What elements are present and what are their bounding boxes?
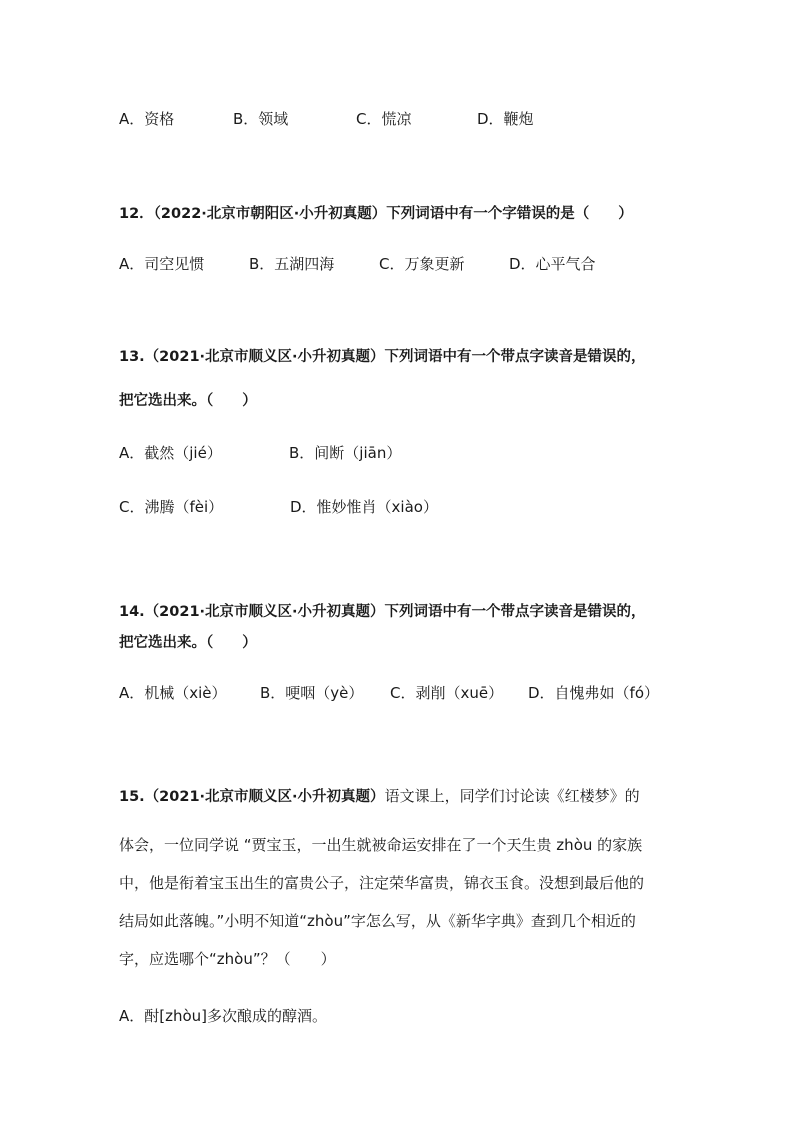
q15-stem-line3: 中，他是衔着宝玉出生的富贵公子，注定荣华富贵，锦衣玉食。没想到最后他的 — [119, 874, 645, 892]
q15-stem-line5: 字，应选哪个“zhòu”？（ ） — [119, 950, 336, 968]
q15-stem-line1-text: 语文课上，同学们讨论读《红楼梦》的 — [384, 787, 640, 805]
q14-option-d[interactable]: D．自愧弗如（fó） — [528, 684, 660, 702]
q15-option-a[interactable]: A．酎[zhòu]多次酿成的醇酒。 — [119, 1007, 328, 1025]
q14-option-c[interactable]: C．剥削（xuē） — [390, 684, 504, 702]
q13-option-b[interactable]: B．间断（jiān） — [289, 444, 402, 462]
q15-stem-line2: 体会，一位同学说 “贾宝玉，一出生就被命运安排在了一个天生贵 zhòu 的家族 — [119, 836, 643, 854]
q12-option-a[interactable]: A．司空见惯 — [119, 255, 205, 273]
q14-option-a[interactable]: A．机械（xiè） — [119, 684, 227, 702]
q13-option-a[interactable]: A．截然（jié） — [119, 444, 222, 462]
q14-stem-line2: 把它选出来。（ ） — [119, 635, 257, 651]
q13-stem-line1: 13.（2021·北京市顺义区·小升初真题）下列词语中有一个带点字读音是错误的， — [119, 349, 646, 365]
q13-option-d[interactable]: D．惟妙惟肖（xiào） — [290, 498, 438, 516]
q15-stem-line4: 结局如此落魄。”小明不知道“zhòu”字怎么写，从《新华字典》查到几个相近的 — [119, 912, 636, 930]
q13-stem-line2: 把它选出来。（ ） — [119, 393, 257, 409]
q15-source: 15.（2021·北京市顺义区·小升初真题） — [119, 789, 385, 805]
q11-option-d[interactable]: D．鞭炮 — [477, 110, 534, 128]
q11-option-c[interactable]: C．慌凉 — [356, 110, 412, 128]
q12-option-b[interactable]: B．五湖四海 — [249, 255, 335, 273]
q12-option-d[interactable]: D．心平气合 — [509, 255, 596, 273]
q14-option-b[interactable]: B．哽咽（yè） — [260, 684, 364, 702]
q12-stem: 12．（2022·北京市朝阳区·小升初真题）下列词语中有一个字错误的是（ ） — [119, 206, 633, 222]
q12-option-c[interactable]: C．万象更新 — [379, 255, 465, 273]
q13-option-c[interactable]: C．沸腾（fèi） — [119, 498, 224, 516]
q11-option-b[interactable]: B．领域 — [233, 110, 289, 128]
q15-stem-line1 — [119, 785, 640, 806]
q11-option-a[interactable]: A．资格 — [119, 110, 175, 128]
q14-stem-line1: 14.（2021·北京市顺义区·小升初真题）下列词语中有一个带点字读音是错误的， — [119, 604, 646, 620]
